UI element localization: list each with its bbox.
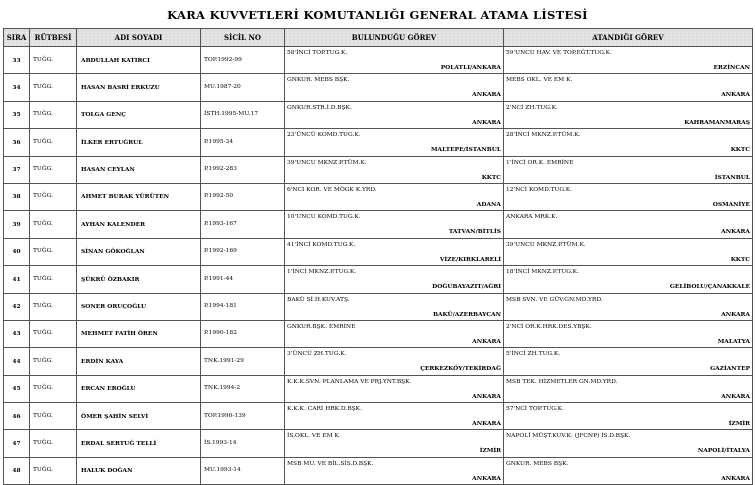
assignment-table (3, 28, 753, 485)
cell-rutbe: TUĞG. (30, 101, 77, 128)
current-location: KKTC (481, 173, 501, 181)
cell-rutbe: TUĞG. (30, 293, 77, 320)
cell-sira: 38 (4, 183, 30, 210)
table-row (4, 47, 753, 74)
new-post: ANKARA MRK.K. (506, 214, 558, 221)
table-row (4, 320, 753, 347)
cell-atandigi-gorev (504, 156, 753, 183)
cell-sira: 43 (4, 320, 30, 347)
cell-bulundugu-gorev (285, 320, 504, 347)
cell-atandigi-gorev (504, 183, 753, 210)
cell-sira: 41 (4, 266, 30, 293)
table-row (4, 238, 753, 265)
cell-atandigi-gorev (504, 129, 753, 156)
current-location: ADANA (476, 200, 501, 208)
cell-rutbe: TUĞG. (30, 457, 77, 484)
current-location: POLATLI/ANKARA (440, 64, 501, 72)
cell-sicil-no: P.1991-44 (201, 266, 285, 293)
cell-bulundugu-gorev (285, 47, 504, 74)
cell-adi-soyadi: HASAN BASRİ ERKUZU (77, 74, 201, 101)
cell-bulundugu-gorev (285, 101, 504, 128)
cell-bulundugu-gorev (285, 211, 504, 238)
new-location: İZMİR (728, 420, 750, 428)
new-post: 1'İNCİ OR.K. EMRİNE (506, 159, 574, 166)
current-post: 23'ÜNCÜ KOMD.TUG.K. (287, 132, 361, 139)
new-location: GELİBOLU/ÇANAKKALE (669, 283, 750, 291)
new-post: 28'İNCİ MKNZ.P.TÜM.K. (506, 132, 581, 139)
new-location: ERZİNCAN (713, 64, 750, 72)
cell-adi-soyadi: HALUK DOĞAN (77, 457, 201, 484)
cell-sira: 45 (4, 375, 30, 402)
cell-atandigi-gorev (504, 403, 753, 430)
new-location: ANKARA (721, 474, 750, 482)
cell-sira: 34 (4, 74, 30, 101)
cell-bulundugu-gorev (285, 403, 504, 430)
table-row (4, 211, 753, 238)
cell-bulundugu-gorev (285, 74, 504, 101)
cell-bulundugu-gorev (285, 348, 504, 375)
new-location: MALATYA (717, 337, 750, 345)
cell-sira: 36 (4, 129, 30, 156)
new-post: 2'NCİ OR.K.HRK.DES.YBŞK. (506, 323, 592, 330)
current-location: ANKARA (472, 474, 501, 482)
current-location: İZMİR (479, 447, 501, 455)
cell-sicil-no: MU.1993-14 (201, 457, 285, 484)
cell-atandigi-gorev (504, 348, 753, 375)
cell-rutbe: TUĞG. (30, 129, 77, 156)
new-post: 5'İNCİ ZH.TUG.K. (506, 351, 561, 358)
cell-adi-soyadi: AHMET BURAK YÜRÜTEN (77, 183, 201, 210)
cell-atandigi-gorev (504, 74, 753, 101)
table-row (4, 293, 753, 320)
current-location: MALTEPE/İSTANBUL (431, 146, 501, 154)
cell-sicil-no: TOP.1990-139 (201, 403, 285, 430)
table-body (4, 47, 753, 485)
new-post: MSB TEK. HİZMETLER GN.MD.YRD. (506, 378, 618, 385)
current-post: GNKUR. MEBS BŞK. (287, 77, 350, 84)
col-header-adi-soyadi: ADI SOYADI (77, 29, 201, 47)
current-location: ANKARA (472, 118, 501, 126)
cell-sicil-no: P.1993-167 (201, 211, 285, 238)
new-location: KKTC (730, 146, 750, 154)
col-header-atandigi-gorev: ATANDIĞI GÖREV (504, 29, 753, 47)
cell-rutbe: TUĞG. (30, 266, 77, 293)
current-location: ANKARA (472, 337, 501, 345)
cell-atandigi-gorev (504, 101, 753, 128)
col-header-bulundugu-gorev: BULUNDUĞU GÖREV (285, 29, 504, 47)
cell-sicil-no: TNK.1994-2 (201, 375, 285, 402)
current-post: K.K.K.SVN. PLANLAMA VE PRJ.YNT.BŞK. (287, 378, 412, 385)
cell-rutbe: TUĞG. (30, 348, 77, 375)
cell-sicil-no: İS.1993-14 (201, 430, 285, 457)
table-row (4, 101, 753, 128)
current-post: 1'İNCİ MKNZ.P.TUG.K. (287, 269, 357, 276)
current-post: 6'NCI KOR. VE MÖGK K.YRD. (287, 186, 377, 193)
current-post: GNKUR.BŞK. EMRİNE (287, 323, 356, 330)
new-location: KAHRAMANMARAŞ (684, 118, 750, 126)
cell-sira: 47 (4, 430, 30, 457)
cell-adi-soyadi: ABDULLAH KATIRCI (77, 47, 201, 74)
cell-atandigi-gorev (504, 238, 753, 265)
cell-sira: 39 (4, 211, 30, 238)
cell-sira: 40 (4, 238, 30, 265)
cell-atandigi-gorev (504, 457, 753, 484)
col-header-rutbesi: RÜTBESİ (30, 29, 77, 47)
table-row (4, 403, 753, 430)
cell-sira: 44 (4, 348, 30, 375)
current-post: GNKUR.STR.İ.D.BŞK. (287, 104, 352, 111)
cell-rutbe: TUĞG. (30, 430, 77, 457)
current-location: ÇERKEZKÖY/TEKİRDAĞ (420, 365, 501, 373)
cell-bulundugu-gorev (285, 430, 504, 457)
table-row (4, 348, 753, 375)
current-post: 41'İNCİ KOMD.TUG.K. (287, 241, 356, 248)
cell-atandigi-gorev (504, 293, 753, 320)
cell-rutbe: TUĞG. (30, 47, 77, 74)
cell-atandigi-gorev (504, 47, 753, 74)
table-row (4, 74, 753, 101)
cell-sicil-no: MU.1987-20 (201, 74, 285, 101)
new-location: NAPOLİ/İTALYA (697, 447, 750, 455)
cell-rutbe: TUĞG. (30, 211, 77, 238)
cell-rutbe: TUĞG. (30, 238, 77, 265)
cell-sicil-no: TNK.1991-29 (201, 348, 285, 375)
current-location: DOĞUBAYAZIT/AĞRI (432, 283, 501, 291)
cell-sira: 46 (4, 403, 30, 430)
cell-adi-soyadi: ERDAL SERTUĞ TELLİ (77, 430, 201, 457)
new-location: ANKARA (721, 228, 750, 236)
cell-adi-soyadi: MEHMET FATİH ÖREN (77, 320, 201, 347)
cell-bulundugu-gorev (285, 183, 504, 210)
new-location: KKTC (730, 255, 750, 263)
current-post: MSB MU. VE BİL.SİS.D.BŞK. (287, 460, 374, 467)
cell-atandigi-gorev (504, 320, 753, 347)
cell-sira: 48 (4, 457, 30, 484)
new-post: 59'UNCU HAV. VE TOP.EĞT.TUG.K. (506, 50, 612, 56)
cell-rutbe: TUĞG. (30, 74, 77, 101)
cell-rutbe: TUĞG. (30, 156, 77, 183)
table-row (4, 156, 753, 183)
table-row (4, 457, 753, 484)
cell-rutbe: TUĞG. (30, 320, 77, 347)
cell-sira: 33 (4, 47, 30, 74)
cell-bulundugu-gorev (285, 293, 504, 320)
cell-sira: 42 (4, 293, 30, 320)
cell-bulundugu-gorev (285, 129, 504, 156)
table-row (4, 375, 753, 402)
table-row (4, 430, 753, 457)
new-post: MEBS OKL. VE EM K. (506, 77, 573, 84)
current-location: ANKARA (472, 420, 501, 428)
cell-sira: 35 (4, 101, 30, 128)
new-location: ANKARA (721, 392, 750, 400)
cell-bulundugu-gorev (285, 266, 504, 293)
cell-atandigi-gorev (504, 375, 753, 402)
new-location: ANKARA (721, 310, 750, 318)
col-header-sira: SIRA (4, 29, 30, 47)
cell-sira: 37 (4, 156, 30, 183)
cell-rutbe: TUĞG. (30, 183, 77, 210)
new-post: NAPOLİ MÜŞT.KUV.K. (JFCNP) İS.D.BŞK. (506, 433, 631, 440)
cell-sicil-no: P.1992-50 (201, 183, 285, 210)
cell-adi-soyadi: SONER ORUÇOĞLU (77, 293, 201, 320)
cell-bulundugu-gorev (285, 238, 504, 265)
col-header-sicil-no: SİCİL NO (201, 29, 285, 47)
current-location: ANKARA (472, 392, 501, 400)
cell-adi-soyadi: TOLGA GENÇ (77, 101, 201, 128)
new-post: GNKUR. MEBS BŞK. (506, 460, 569, 467)
new-post: 12'NCİ KOMD.TUG.K. (506, 186, 572, 193)
current-location: TATVAN/BİTLİS (448, 228, 501, 236)
cell-sicil-no: P.1994-181 (201, 293, 285, 320)
new-post: 2'NCİ ZH.TUG.K. (506, 104, 558, 111)
cell-atandigi-gorev (504, 211, 753, 238)
cell-atandigi-gorev (504, 266, 753, 293)
cell-adi-soyadi: İLKER ERTUĞRUL (77, 129, 201, 156)
new-post: 39'UNCU MKNZ.P.TÜM.K. (506, 241, 586, 248)
current-post: 39'UNCU MKNZ.P.TÜM.K. (287, 159, 367, 166)
cell-sicil-no: P.1992-283 (201, 156, 285, 183)
new-post: 57'NCİ TOP.TUG.K. (506, 406, 564, 413)
cell-sicil-no: P.1990-182 (201, 320, 285, 347)
table-row (4, 266, 753, 293)
cell-sicil-no: P.1992-169 (201, 238, 285, 265)
current-location: BAKÜ/AZERBAYCAN (432, 310, 501, 318)
new-location: OSMANİYE (712, 200, 750, 208)
current-location: ANKARA (472, 91, 501, 99)
cell-adi-soyadi: ERDİN KAYA (77, 348, 201, 375)
cell-bulundugu-gorev (285, 156, 504, 183)
cell-sicil-no: TOP.1992-99 (201, 47, 285, 74)
cell-adi-soyadi: AYHAN KALENDER (77, 211, 201, 238)
cell-bulundugu-gorev (285, 375, 504, 402)
cell-adi-soyadi: ÖMER ŞAHİN SELVİ (77, 403, 201, 430)
current-post: BAKÜ Sİ.H.KUV.ATŞ. (287, 296, 350, 303)
current-post: 58'İNCİ TOP.TUG.K. (287, 50, 348, 56)
cell-adi-soyadi: ŞÜKRÜ ÖZBAKIR (77, 266, 201, 293)
new-post: MSB SVN. VE GÜV.GN.MD.YRD. (506, 296, 603, 303)
current-post: K.K.K. CARİ HRK.D.BŞK. (287, 406, 362, 413)
header-row (4, 29, 753, 47)
current-post: İS.OKL. VE EM K. (287, 433, 341, 440)
cell-bulundugu-gorev (285, 457, 504, 484)
new-location: ANKARA (721, 91, 750, 99)
cell-sicil-no: P.1995-34 (201, 129, 285, 156)
new-location: İSTANBUL (714, 173, 750, 181)
cell-rutbe: TUĞG. (30, 403, 77, 430)
cell-adi-soyadi: SİNAN GÖKOĞLAN (77, 238, 201, 265)
cell-adi-soyadi: ERCAN EROĞLU (77, 375, 201, 402)
table-row (4, 129, 753, 156)
cell-rutbe: TUĞG. (30, 375, 77, 402)
new-location: GAZİANTEP (710, 365, 750, 373)
current-location: VİZE/KIRKLARELİ (439, 255, 501, 263)
cell-sicil-no: İSTH.1995-MU.17 (201, 101, 285, 128)
document-title: KARA KUVVETLERİ KOMUTANLIĞI GENERAL ATAMA LİSTESİ (167, 8, 588, 22)
current-post: 3'ÜNCÜ ZH.TUG.K. (287, 351, 347, 358)
table-row (4, 183, 753, 210)
current-post: 10'UNCU KOMD.TUG.K. (287, 214, 361, 221)
cell-atandigi-gorev (504, 430, 753, 457)
cell-adi-soyadi: HASAN CEYLAN (77, 156, 201, 183)
new-post: 18'İNCİ MKNZ.P.TUG.K. (506, 269, 579, 276)
